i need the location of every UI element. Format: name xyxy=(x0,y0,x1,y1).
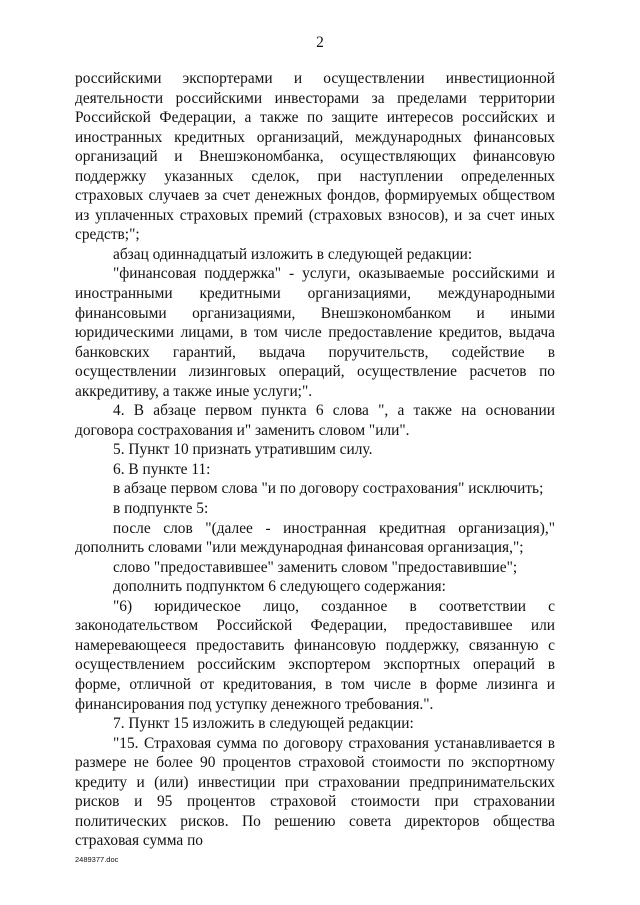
paragraph: "6) юридическое лицо, созданное в соответствии с законодательством Российской Федерации, предоставившее или намеревающееся предоставить финансовую поддержку, связанную с осуществлением российским экспортером экспортных операций в форме, отличной от кредитования, в том числе в форме лизинга и финансирования под уступку денежного требования.". xyxy=(75,597,555,713)
paragraph: дополнить подпунктом 6 следующего содержания: xyxy=(113,578,446,596)
paragraph: в абзаце первом слова "и по договору сострахования" исключить; xyxy=(113,480,544,498)
paragraph-continuation: российскими экспортерами и осуществлении инвестиционной деятельности российскими инвесторами за пределами территории Российской Федерации, а также по защите интересов российских и иностранных кредитных организаций, международных финансовых организаций и Внешэкономбанка, осуществляющих финансовую поддержку указанных сделок, при наступлении определенных страховых случаев за счет денежных фондов, формируемых обществом из уплаченных страховых премий (страховых взносов), и за счет иных средств;"; xyxy=(75,70,555,244)
paragraph: абзац одиннадцатый изложить в следующей редакции: xyxy=(113,245,473,263)
document-body xyxy=(75,69,555,851)
footer-filename: 2489377.doc xyxy=(75,855,119,864)
page-number: 2 xyxy=(316,34,324,51)
paragraph: в подпункте 5: xyxy=(113,500,209,518)
paragraph: 4. В абзаце первом пункта 6 слова ", а также на основании договора сострахования и" заменить словом "или". xyxy=(75,402,555,439)
paragraph: 6. В пункте 11: xyxy=(113,460,211,478)
paragraph: после слов "(далее - иностранная кредитная организация)," дополнить словами "или международная финансовая организация,"; xyxy=(75,519,555,557)
paragraph: 7. Пункт 15 изложить в следующей редакции: xyxy=(113,715,414,733)
paragraph: слово "предоставившее" заменить словом "предоставившие"; xyxy=(113,558,518,576)
paragraph: "15. Страховая сумма по договору страхования устанавливается в размере не более 90 процентов страховой стоимости по экспортному кредиту и (или) инвестиции при страховании предпринимательских рисков и 95 процентов страховой стоимости при страховании политических рисков. По решению совета директоров общества страховая сумма по xyxy=(75,734,555,850)
paragraph: 5. Пункт 10 признать утратившим силу. xyxy=(113,441,373,459)
paragraph: "финансовая поддержка" - услуги, оказываемые российскими и иностранными кредитными организациями, международными финансовыми организациями, Внешэкономбанком и иными юридическими лицами, в том числе предоставление кредитов, выдача банковских гарантий, выдача поручительств, содействие в осуществлении лизинговых операций, осуществление расчетов по аккредитиву, а также иные услуги;". xyxy=(75,265,555,400)
